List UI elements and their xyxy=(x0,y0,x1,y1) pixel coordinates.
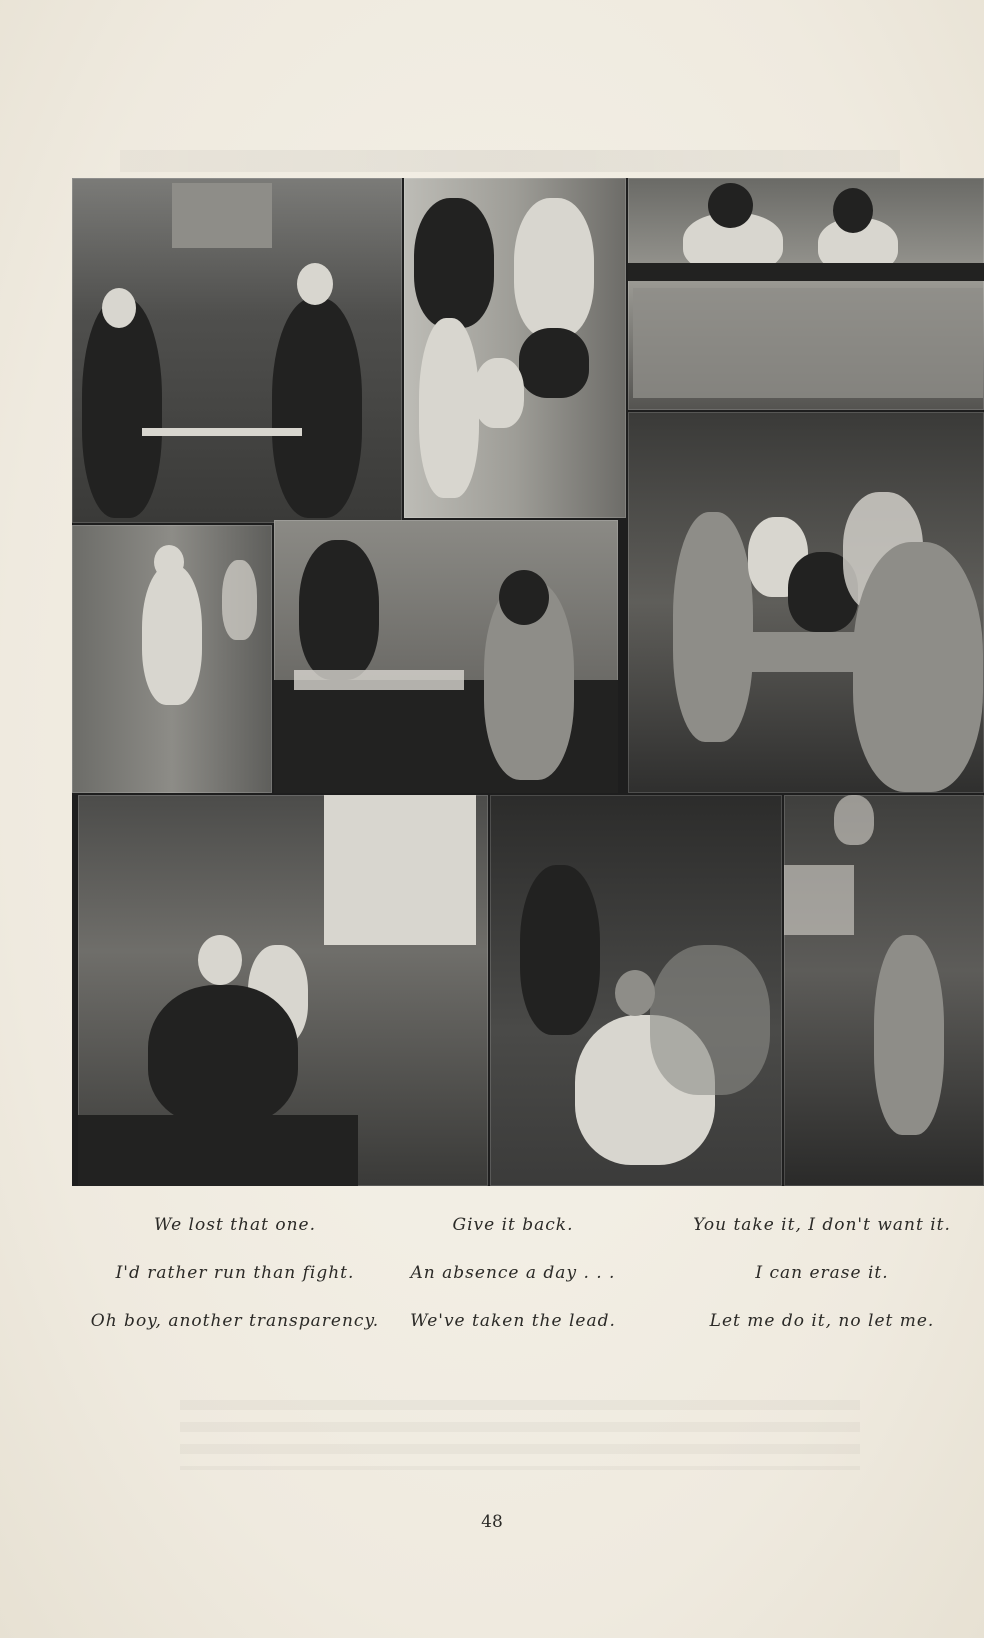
caption: You take it, I don't want it. xyxy=(693,1215,951,1235)
caption-row xyxy=(80,1215,984,1239)
caption: Oh boy, another transparency. xyxy=(90,1311,380,1331)
photo-bleachers xyxy=(490,795,782,1186)
photo-gym-students xyxy=(404,178,626,518)
caption-row xyxy=(80,1311,984,1335)
caption: Let me do it, no let me. xyxy=(709,1311,935,1331)
photo-cafeteria-table xyxy=(628,412,984,793)
photo-collage xyxy=(72,178,984,1186)
caption-row xyxy=(80,1263,984,1287)
photo-cafeteria-servers xyxy=(628,178,984,410)
bleed-through-text xyxy=(180,1400,860,1470)
photo-gym-game xyxy=(784,795,984,1186)
caption: We've taken the lead. xyxy=(410,1311,616,1331)
caption: An absence a day . . . xyxy=(410,1263,616,1283)
caption: I can erase it. xyxy=(755,1263,889,1283)
caption: We lost that one. xyxy=(154,1215,316,1235)
photo-desk-papers xyxy=(274,520,618,793)
caption: I'd rather run than fight. xyxy=(115,1263,355,1283)
page-number: 48 xyxy=(481,1512,503,1532)
photo-chalkboard-students xyxy=(72,178,402,523)
bleed-through-text xyxy=(120,150,900,172)
caption: Give it back. xyxy=(452,1215,574,1235)
photo-overhead-projector xyxy=(78,795,488,1186)
photo-running-student xyxy=(72,525,272,793)
